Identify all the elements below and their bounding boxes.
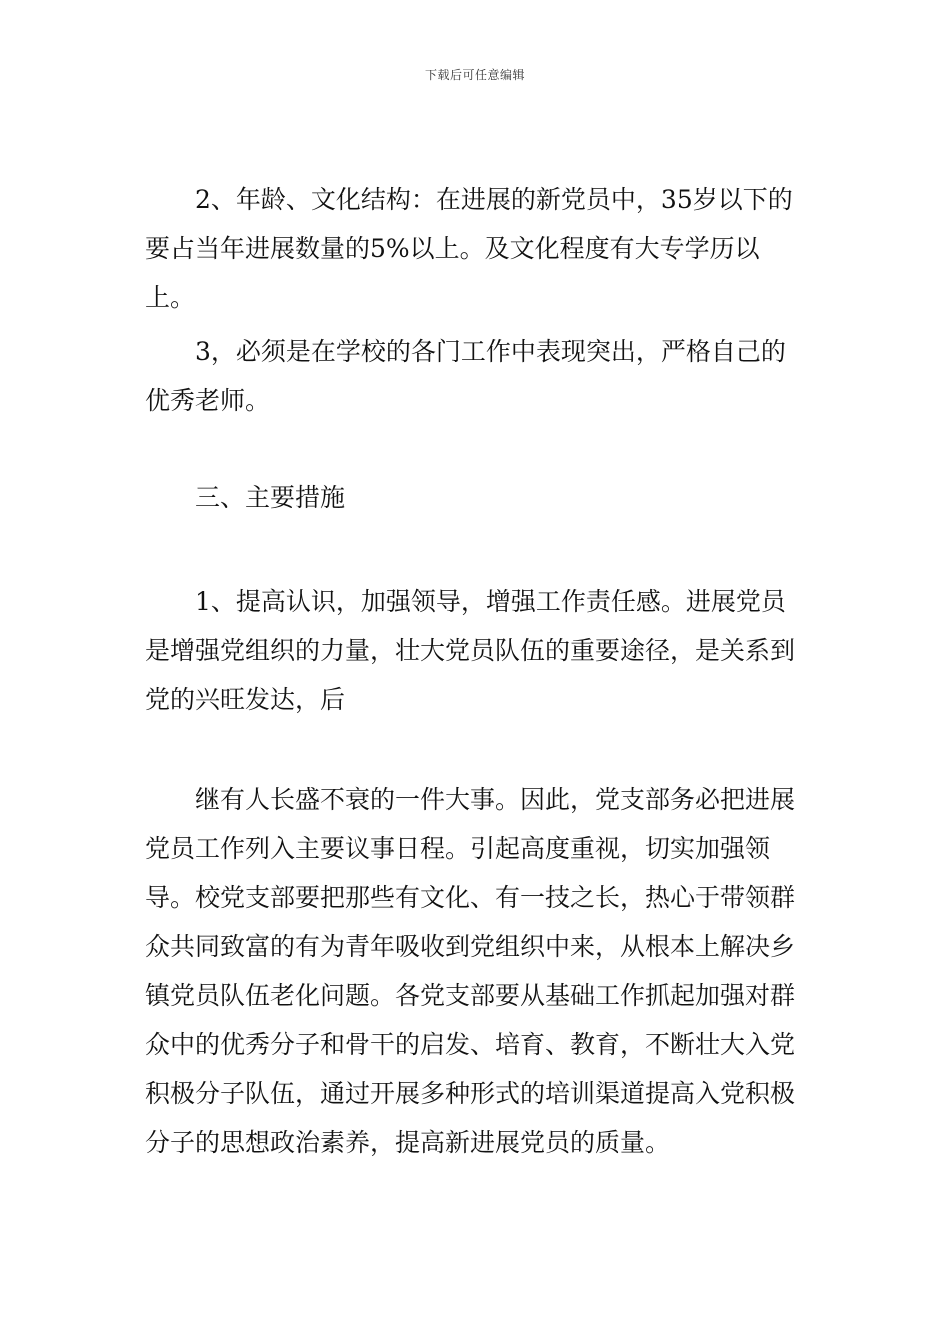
- paragraph-age-education: 2、年龄、文化结构：在进展的新党员中，35岁以下的要占当年进展数量的5%以上。及文化程度有大专学历以上。: [145, 185, 793, 312]
- section-heading-measures: 三、主要措施: [195, 483, 346, 512]
- paragraph-continuation: 继有人长盛不衰的一件大事。因此，党支部务必把进展党员工作列入主要议事日程。引起高度重视，切实加强领导。校党支部要把那些有文化、有一技之长，热心于带领群众共同致富的有为青年吸收到党组织中来，从根本上解决乡镇党员队伍老化问题。各党支部要从基础工作抓起加强对群众中的优秀分子和骨干的启发、培育、教育，不断壮大入党积极分子队伍，通过开展多种形式的培训渠道提高入党积极分子的思想政治素养，提高新进展党员的质量。: [145, 785, 796, 1157]
- paragraph-raise-awareness: 1、提高认识，加强领导，增强工作责任感。进展党员是增强党组织的力量，壮大党员队伍的重要途径，是关系到党的兴旺发达，后: [145, 587, 796, 714]
- page-header: 下载后可任意编辑: [424, 68, 525, 82]
- paragraph-outstanding-teacher: 3，必须是在学校的各门工作中表现突出，严格自己的优秀老师。: [145, 337, 786, 415]
